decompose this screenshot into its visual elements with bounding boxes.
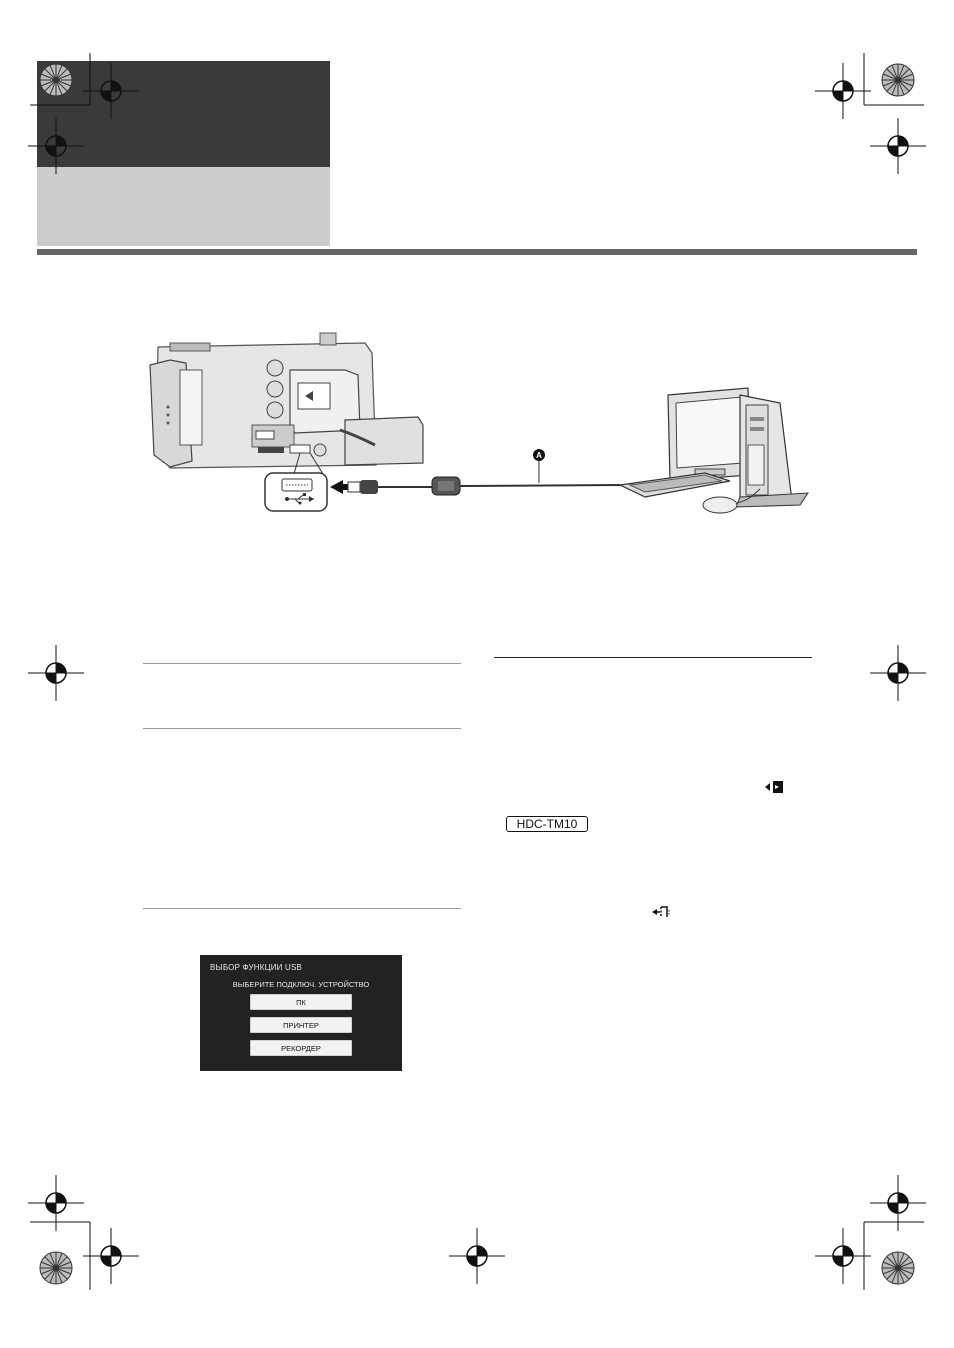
computer-illustration <box>620 388 808 513</box>
star-target-icon <box>40 64 72 96</box>
crosshair-icon <box>83 63 139 119</box>
recorder-button[interactable]: РЕКОРДЕР <box>250 1040 352 1056</box>
memory-arrow-icon <box>651 905 671 919</box>
section-divider <box>143 663 461 664</box>
usb-function-screen <box>200 955 402 1071</box>
crosshair-icon <box>870 645 926 701</box>
usb-cable <box>348 477 620 495</box>
usb-screen-title: ВЫБОР ФУНКЦИИ USB <box>210 963 303 972</box>
star-target-icon <box>882 1252 914 1284</box>
model-badge: HDC-TM10 <box>506 816 588 832</box>
section-divider <box>494 657 812 658</box>
crosshair-icon <box>870 118 926 174</box>
crosshair-icon <box>449 1228 505 1284</box>
star-target-icon <box>882 64 914 96</box>
camera-pc-connection-illustration <box>140 325 820 515</box>
pc-button[interactable]: ПК <box>250 994 352 1010</box>
crosshair-icon <box>28 118 84 174</box>
star-target-icon <box>40 1252 72 1284</box>
crosshair-icon <box>815 63 871 119</box>
section-divider <box>143 908 461 909</box>
crosshair-icon <box>28 645 84 701</box>
crosshair-icon <box>28 1175 84 1231</box>
crosshair-icon <box>83 1228 139 1284</box>
section-divider <box>143 728 461 729</box>
usb-screen-subtitle: ВЫБЕРИТЕ ПОДКЛЮЧ. УСТРОЙСТВО <box>232 980 370 989</box>
camcorder-illustration <box>150 333 423 468</box>
printer-button[interactable]: ПРИНТЕР <box>250 1017 352 1033</box>
card-arrow-icon <box>764 780 786 794</box>
crosshair-icon <box>870 1175 926 1231</box>
crosshair-icon <box>815 1228 871 1284</box>
callout-a-label: A <box>536 451 542 460</box>
